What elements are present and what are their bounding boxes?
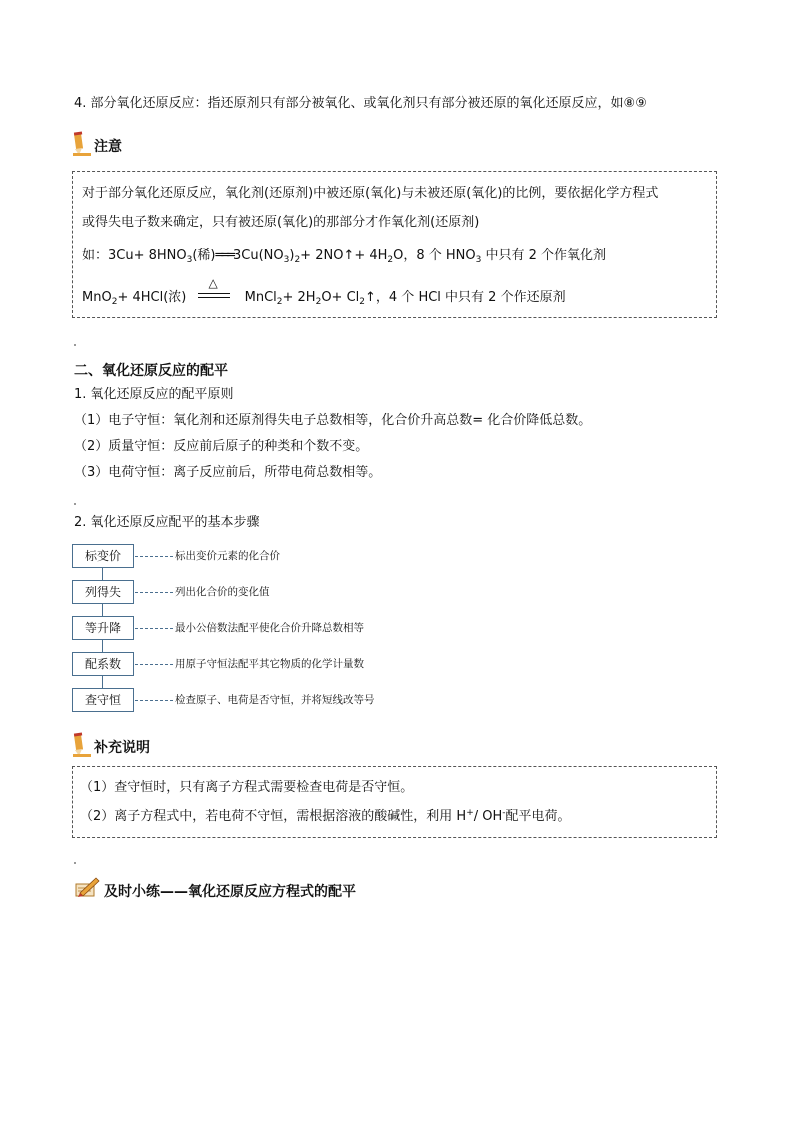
step-desc-4: 用原子守恒法配平其它物质的化学计量数: [175, 658, 364, 670]
step-desc-2: 列出化合价的变化值: [175, 586, 270, 598]
rule-1: （1）电子守恒：氧化剂和还原剂得失电子总数相等，化合价升高总数= 化合价降低总数。: [74, 413, 592, 428]
step-box-4: 配系数: [72, 652, 134, 676]
pencil-icon: [72, 732, 94, 762]
note-line-1: 对于部分氧化还原反应，氧化剂(还原剂)中被还原(氧化)与未被还原(氧化)的比例，要依据化学方程式: [82, 186, 659, 201]
step-box-5: 查守恒: [72, 688, 134, 712]
section-2-sub-2: 2. 氧化还原反应配平的基本步骤: [74, 515, 260, 530]
note-line-2: 或得失电子数来确定，只有被还原(氧化)的那部分才作氧化剂(还原剂): [82, 215, 480, 230]
supplement-line-2: （2）离子方程式中，若电荷不守恒，需根据溶液的酸碱性，利用 H+/ OH-配平电荷。: [80, 808, 571, 824]
item-4-text: 4. 部分氧化还原反应：指还原剂只有部分被氧化、或氧化剂只有部分被还原的氧化还原反应，如⑧⑨: [74, 96, 647, 111]
heat-condition-arrow: △: [194, 291, 236, 305]
note-example-2: MnO$_2$+ 4HCl(浓) △ MnCl$_2$+ $2H_2O+$ $Cl_2↑$，4 个 HCl 中只有 2 个作还原剂: [82, 275, 566, 307]
step-desc-3: 最小公倍数法配平使化合价升降总数相等: [175, 622, 364, 634]
section-2-sub-1: 1. 氧化还原反应的配平原则: [74, 387, 234, 402]
step-box-2: 列得失: [72, 580, 134, 604]
supplement-title: 补充说明: [94, 740, 150, 756]
section-2-title: 二、氧化还原反应的配平: [74, 363, 228, 379]
step-box-3: 等升降: [72, 616, 134, 640]
rule-2: （2）质量守恒：反应前后原子的种类和个数不变。: [74, 439, 369, 454]
step-desc-5: 检查原子、电荷是否守恒，并将短线改等号: [175, 694, 375, 706]
rule-3: （3）电荷守恒：离子反应前后，所带电荷总数相等。: [74, 465, 382, 480]
note-title: 注意: [94, 139, 122, 155]
supplement-box: [72, 766, 717, 838]
pencil-icon: [72, 131, 94, 161]
note-example-1: 如：$3Cu+ 8HNO_3$(稀)$═══3Cu(NO_3)_2+$ 2NO↑+ $4H_2O$，8 个 $HNO_3$ 中只有 2 个作氧化剂: [82, 248, 607, 265]
step-box-1: 标变价: [72, 544, 134, 568]
pen-paper-icon: [74, 876, 100, 902]
practice-title: 及时小练——氧化还原反应方程式的配平: [104, 884, 356, 900]
step-desc-1: 标出变价元素的化合价: [175, 550, 280, 562]
supplement-line-1: （1）查守恒时，只有离子方程式需要检查电荷是否守恒。: [80, 780, 414, 795]
